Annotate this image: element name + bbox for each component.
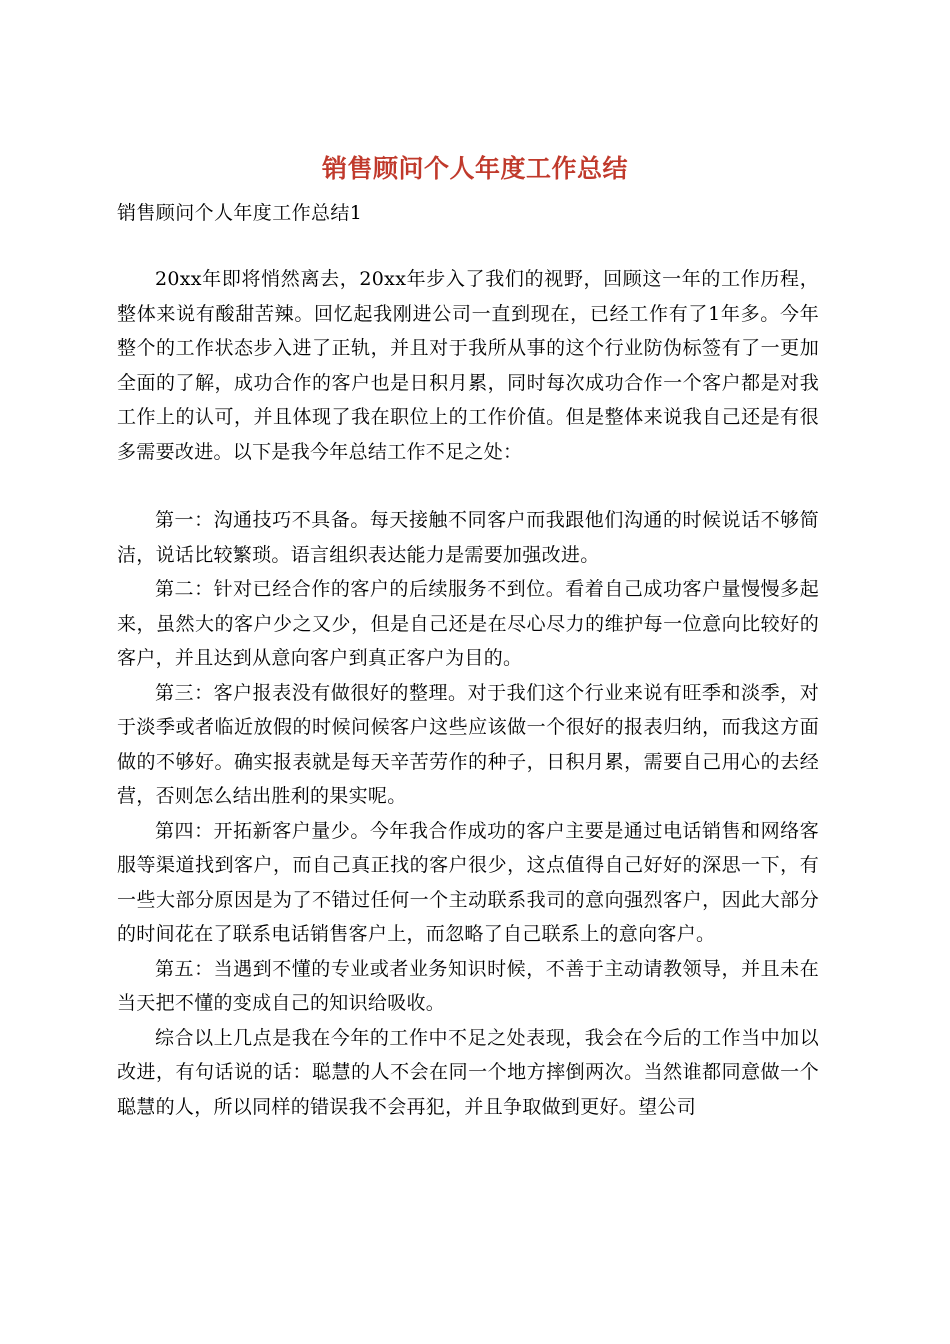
point-paragraph-4: 第四：开拓新客户量少。今年我合作成功的客户主要是通过电话销售和网络客服等渠道找到客户，而自己真正找的客户很少，这点值得自己好好的深思一下，有一些大部分原因是为了不错过任何一个主动联系我司的意向强烈客户，因此大部分的时间花在了联系电话销售客户上，而忽略了自己联系上的意向客户。 [117, 819, 819, 945]
point-paragraph-2: 第二：针对已经合作的客户的后续服务不到位。看着自己成功客户量慢慢多起来，虽然大的客户少之又少，但是自己还是在尽心尽力的维护每一位意向比较好的客户，并且达到从意向客户到真正客户为目的。 [117, 578, 819, 669]
point-paragraph-3: 第三：客户报表没有做很好的整理。对于我们这个行业来说有旺季和淡季，对于淡季或者临近放假的时候问候客户这些应该做一个很好的报表归纳，而我这方面做的不够好。确实报表就是每天辛苦劳作的种子，日积月累，需要自己用心的去经营，否则怎么结出胜利的果实呢。 [117, 681, 819, 807]
document-subtitle: 销售顾问个人年度工作总结1 [117, 202, 363, 224]
point-paragraph-1: 第一：沟通技巧不具备。每天接触不同客户而我跟他们沟通的时候说话不够简洁，说话比较繁琐。语言组织表达能力是需要加强改进。 [117, 509, 819, 566]
point-paragraph-5: 第五：当遇到不懂的专业或者业务知识时候，不善于主动请教领导，并且未在当天把不懂的变成自己的知识给吸收。 [117, 957, 819, 1014]
document-title: 销售顾问个人年度工作总结 [321, 154, 628, 183]
intro-paragraph: 20xx年即将悄然离去，20xx年步入了我们的视野，回顾这一年的工作历程，整体来说有酸甜苦辣。回忆起我刚进公司一直到现在，已经工作有了1年多。今年整个的工作状态步入进了正轨，并且对于我所从事的这个行业防伪标签有了一更加全面的了解，成功合作的客户也是日积月累，同时每次成功合作一个客户都是对我工作上的认可，并且体现了我在职位上的工作价值。但是整体来说我自己还是有很多需要改进。以下是我今年总结工作不足之处： [117, 268, 819, 463]
conclusion-paragraph: 综合以上几点是我在今年的工作中不足之处表现，我会在今后的工作当中加以改进，有句话说的话：聪慧的人不会在同一个地方摔倒两次。当然谁都同意做一个聪慧的人，所以同样的错误我不会再犯，并且争取做到更好。望公司 [117, 1026, 819, 1118]
document-body [117, 262, 819, 1124]
paragraph-spacer [117, 469, 819, 503]
